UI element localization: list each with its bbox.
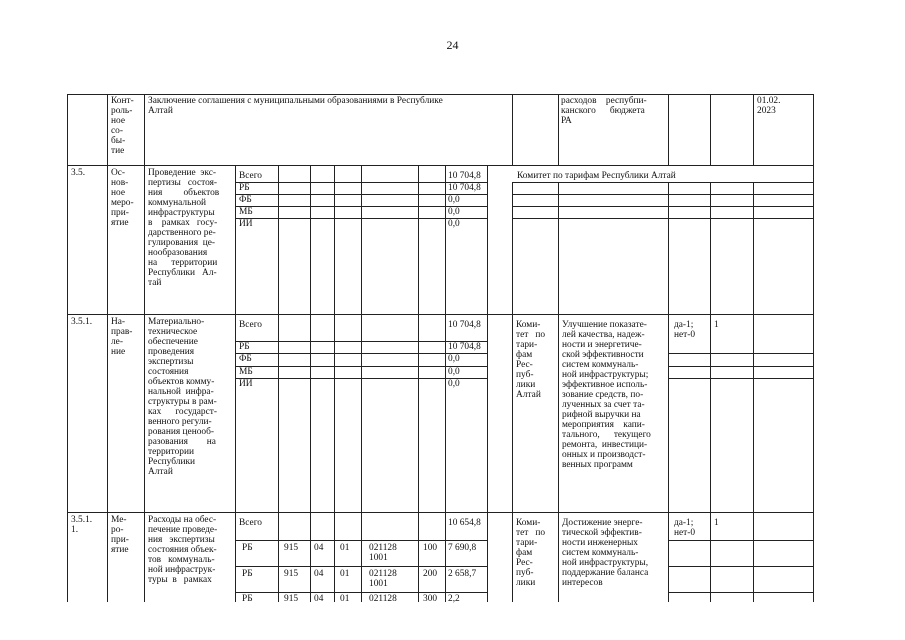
row-3-5-1-1-unit: да-1; нет-0 <box>674 518 696 538</box>
control-event-type: Конт- роль- ное со- бы- тие <box>111 96 134 156</box>
row-3-5-1-value: 1 <box>714 320 719 330</box>
row-3-5-amount: 0,0 <box>448 195 460 205</box>
row-3-5-amount: 10 704,8 <box>448 171 481 181</box>
row-3-5-1-1-total-amount: 10 654,8 <box>448 518 481 528</box>
budget-line-vr: 100 <box>423 543 438 553</box>
row-3-5-1-1-indicator: Достижение энерге- тической эффектив- ности инженерных систем коммуналь- ной инфраструктуры, поддержание баланса интересов <box>562 518 649 588</box>
row-3-5-type: Ос- нов- ное меро- при- ятие <box>111 168 134 228</box>
row-3-5-name: Проведение экс- пертизы состоя- ния объектов коммунальной инфраструктуры в рамках госу- дарственного ре- гулирования це- нообразования на территории Республики Ал- тай <box>148 168 220 288</box>
row-3-5-1-unit: да-1; нет-0 <box>674 320 696 340</box>
row-3-5-1-1-number: 3.5.1. 1. <box>71 515 93 535</box>
row-3-5-1-executor: Коми- тет по тари- фам Рес- пуб- лики Алтай <box>516 320 546 400</box>
row-3-5-1-type: На- прав- ле- ние <box>111 317 133 357</box>
row-3-5-1-number: 3.5.1. <box>71 317 93 327</box>
row-3-5-1-amount: 10 704,8 <box>448 320 481 330</box>
budget-line-grbs: 915 <box>284 594 299 604</box>
budget-line-source: РБ <box>242 594 253 604</box>
budget-line-amount: 2 658,7 <box>448 569 477 579</box>
row-3-5-1-amount: 0,0 <box>448 367 460 377</box>
row-3-5-source: ИИ <box>239 219 253 229</box>
budget-line-subsection: 01 <box>340 543 350 553</box>
control-event-name: Заключение соглашения с муниципальными образованиями в Республике Алтай <box>148 96 443 116</box>
budget-line-vr: 300 <box>423 594 438 604</box>
row-3-5-1-source: ИИ <box>239 379 253 389</box>
budget-line-section: 04 <box>314 594 324 604</box>
row-3-5-1-1-executor: Коми- тет по тари- фам Рес- пуб- лики <box>516 518 546 588</box>
row-3-5-number: 3.5. <box>71 168 86 178</box>
budget-line-section: 04 <box>314 569 324 579</box>
budget-line-csr: 021128 1001 <box>369 543 397 563</box>
row-3-5-1-indicator: Улучшение показате- лей качества, надеж- ности и энергетиче- ской эффективности систем коммуналь- ной инфраструктуры; эффективное исполь- зование средств, по- лученных за счет та- рифной выручки на мероприятия капи- тального, текущего ремонта, инвестици- онных и производст- венных программ <box>562 320 651 470</box>
row-3-5-1-source: РБ <box>239 342 250 352</box>
budget-line-subsection: 01 <box>340 569 350 579</box>
budget-line-grbs: 915 <box>284 569 299 579</box>
row-3-5-source: ФБ <box>239 195 252 205</box>
budget-line-vr: 200 <box>423 569 438 579</box>
row-3-5-1-1-value: 1 <box>714 518 719 528</box>
row-3-5-1-name: Материально- техническое обеспечение проведения экспертизы состояния объектов комму- нальной инфра- структуры в рам- ках государст- венного регули- рования ценооб- разования на территории Республики Алтай <box>148 317 217 477</box>
row-3-5-executor: Комитет по тарифам Республики Алтай <box>517 171 676 181</box>
row-3-5-1-1-name: Расходы на обес- печение проведе- ния экспертизы состояния объек- тов коммуналь- ной инфраструк- туры в рамках <box>148 515 218 585</box>
budget-line-amount: 7 690,8 <box>448 543 477 553</box>
row-3-5-source: Всего <box>239 171 262 181</box>
row-3-5-1-amount: 0,0 <box>448 354 460 364</box>
budget-line-section: 04 <box>314 543 324 553</box>
budget-line-source: РБ <box>242 569 253 579</box>
row-3-5-amount: 0,0 <box>448 219 460 229</box>
row-3-5-1-source: ФБ <box>239 354 252 364</box>
budget-line-source: РБ <box>242 543 253 553</box>
budget-line-amount: 2,2 <box>448 594 460 604</box>
budget-line-csr: 021128 1001 <box>369 569 397 589</box>
row-3-5-1-source: Всего <box>239 320 262 330</box>
control-event-indicator: расходов респубпи- канского бюджета РА <box>561 96 647 126</box>
row-3-5-amount: 10 704,8 <box>448 183 481 193</box>
row-3-5-source: МБ <box>239 207 253 217</box>
budget-line-subsection: 01 <box>340 594 350 604</box>
page-number: 24 <box>446 38 459 52</box>
row-3-5-1-1-type: Ме- ро- при- ятие <box>111 515 129 555</box>
budget-line-grbs: 915 <box>284 543 299 553</box>
row-3-5-1-amount: 0,0 <box>448 379 460 389</box>
control-event-date: 01.02. 2023 <box>757 96 781 116</box>
row-3-5-1-amount: 10 704,8 <box>448 342 481 352</box>
row-3-5-amount: 0,0 <box>448 207 460 217</box>
row-3-5-source: РБ <box>239 183 250 193</box>
row-3-5-1-source: МБ <box>239 367 253 377</box>
budget-line-csr: 021128 <box>369 594 397 604</box>
row-3-5-1-1-total-label: Всего <box>239 518 262 528</box>
